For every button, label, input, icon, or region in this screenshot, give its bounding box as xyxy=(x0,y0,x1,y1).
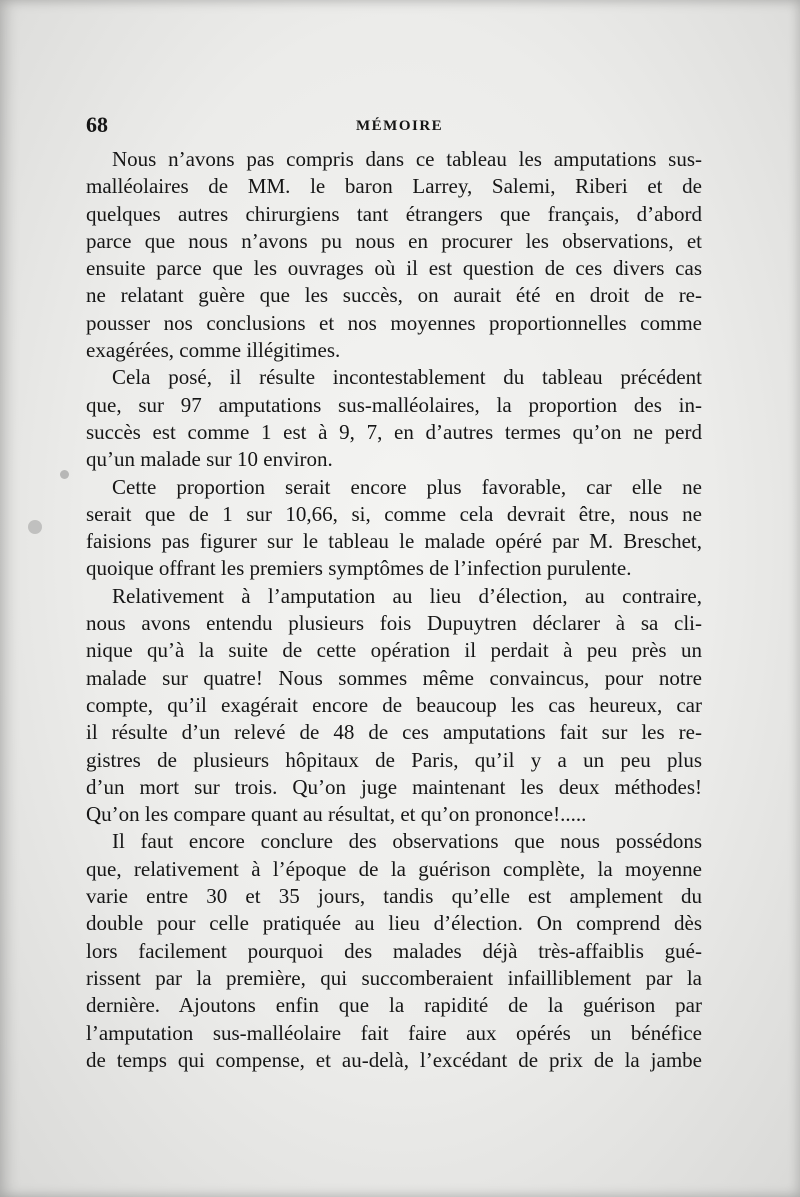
text-line: quelques autres chirurgiens tant étrangers que français, d’abord xyxy=(86,201,702,226)
text-line: malléolaires de MM. le baron Larrey, Salemi, Riberi et de xyxy=(86,174,702,199)
text-line: succès est comme 1 est à 9, 7, en d’autres termes qu’on ne perd xyxy=(86,419,702,444)
text-line: Cela posé, il résulte incontestablement du tableau précédent xyxy=(112,365,702,390)
text-line: il résulte d’un relevé de 48 de ces amputations fait sur les re- xyxy=(86,720,702,745)
body-text xyxy=(86,146,702,1074)
text-line: ensuite parce que les ouvrages où il est question de ces divers cas xyxy=(86,256,702,281)
paper-stain xyxy=(28,520,42,534)
text-line: Cette proportion serait encore plus favorable, car elle ne xyxy=(112,474,702,499)
text-line: nique qu’à la suite de cette opération il perdait à peu près un xyxy=(86,638,702,663)
text-line: faisions pas figurer sur le tableau le malade opéré par M. Breschet, xyxy=(86,529,702,554)
text-line: qu’un malade sur 10 environ. xyxy=(86,447,333,472)
text-line: ne relatant guère que les succès, on aurait été en droit de re- xyxy=(86,283,702,308)
text-line: compte, qu’il exagérait encore de beaucoup les cas heureux, car xyxy=(86,692,702,717)
text-line: malade sur quatre! Nous sommes même convaincus, pour notre xyxy=(86,665,702,690)
text-line: exagérées, comme illégitimes. xyxy=(86,338,341,363)
text-line: gistres de plusieurs hôpitaux de Paris, qu’il y a un peu plus xyxy=(86,747,702,772)
text-line: que, sur 97 amputations sus-malléolaires, la proportion des in- xyxy=(86,392,702,417)
text-line: varie entre 30 et 35 jours, tandis qu’elle est amplement du xyxy=(86,884,702,909)
page-header xyxy=(86,112,702,142)
text-line: lors facilement pourquoi des malades déjà très-affaiblis gué- xyxy=(86,938,702,963)
text-line: Il faut encore conclure des observations que nous possédons xyxy=(112,829,702,854)
text-line: dernière. Ajoutons enfin que la rapidité de la guérison par xyxy=(86,993,702,1018)
text-line: que, relativement à l’époque de la guérison complète, la moyenne xyxy=(86,856,702,881)
running-title: MÉMOIRE xyxy=(356,118,444,134)
text-line: d’un mort sur trois. Qu’on juge maintenant les deux méthodes! xyxy=(86,774,702,799)
page-number: 68 xyxy=(86,112,108,137)
text-line: l’amputation sus-malléolaire fait faire aux opérés un bénéfice xyxy=(86,1020,702,1045)
text-line: parce que nous n’avons pu nous en procurer les observations, et xyxy=(86,228,702,253)
text-line: Nous n’avons pas compris dans ce tableau les amputations sus- xyxy=(112,147,702,171)
text-line: serait que de 1 sur 10,66, si, comme cela devrait être, nous ne xyxy=(86,501,702,526)
text-line: rissent par la première, qui succomberaient infailliblement par la xyxy=(86,965,702,990)
text-line: nous avons entendu plusieurs fois Dupuytren déclarer à sa cli- xyxy=(86,611,702,636)
text-line: Qu’on les compare quant au résultat, et qu’on prononce!..... xyxy=(86,802,587,827)
paper-stain xyxy=(60,470,69,479)
text-line: de temps qui compense, et au-delà, l’excédant de prix de la jambe xyxy=(86,1047,702,1072)
text-line: pousser nos conclusions et nos moyennes proportionnelles comme xyxy=(86,310,702,335)
text-line: Relativement à l’amputation au lieu d’élection, au contraire, xyxy=(112,583,702,608)
text-line: double pour celle pratiquée au lieu d’élection. On comprend dès xyxy=(86,911,702,936)
text-line: quoique offrant les premiers symptômes de l’infection purulente. xyxy=(86,556,632,581)
